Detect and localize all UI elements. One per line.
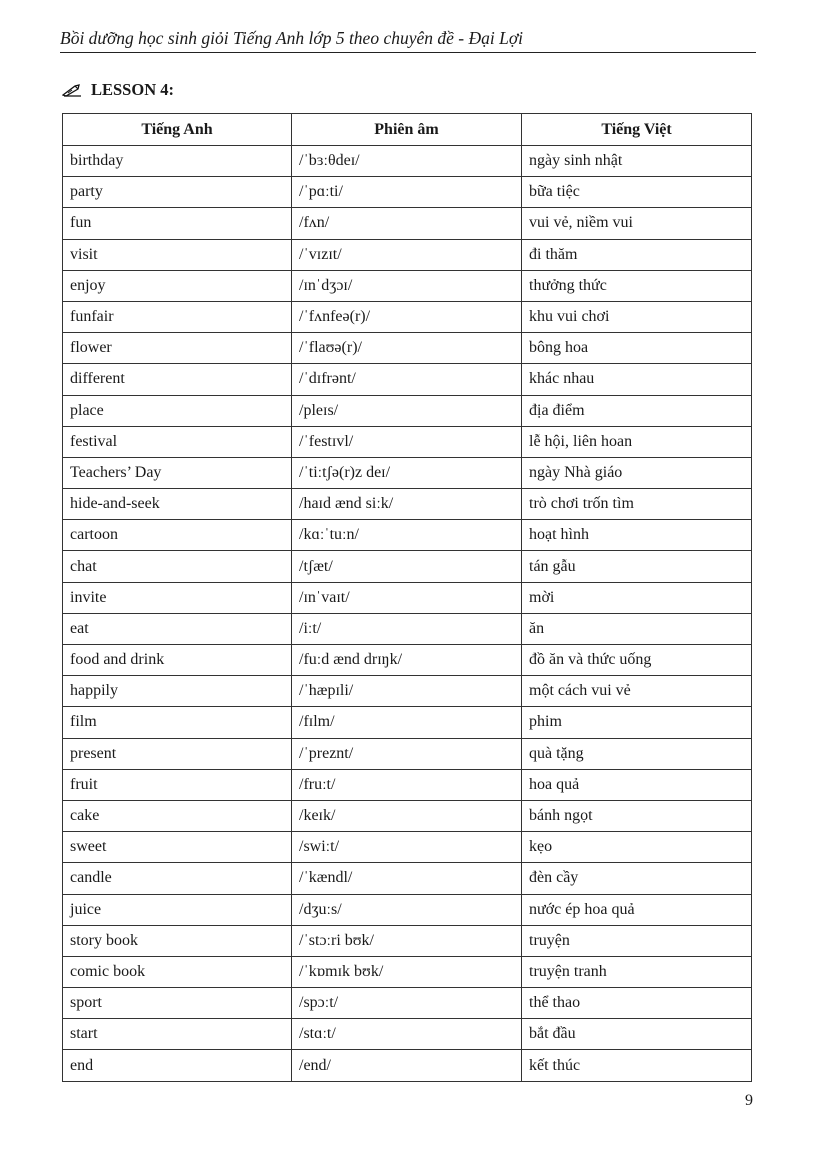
vietnamese-meaning: vui vẻ, niềm vui (522, 208, 752, 239)
english-word: food and drink (63, 645, 292, 676)
phonetic: /ˈhæpɪli/ (292, 676, 522, 707)
table-row (63, 1050, 752, 1081)
phonetic: /ɪnˈdʒɔɪ/ (292, 270, 522, 301)
table-row (63, 582, 752, 613)
vietnamese-meaning: kẹo (522, 832, 752, 863)
running-header: Bồi dưỡng học sinh giỏi Tiếng Anh lớp 5 theo chuyên đề - Đại Lợi (60, 28, 524, 48)
table-row (63, 520, 752, 551)
english-word: cartoon (63, 520, 292, 551)
table-row (63, 769, 752, 800)
phonetic: /swiːt/ (292, 832, 522, 863)
phonetic: /end/ (292, 1050, 522, 1081)
column-header-phonetic: Phiên âm (292, 114, 522, 146)
english-word: eat (63, 613, 292, 644)
vietnamese-meaning: tán gẫu (522, 551, 752, 582)
phonetic: /ˈflaʊə(r)/ (292, 333, 522, 364)
phonetic: /ˈvɪzɪt/ (292, 239, 522, 270)
phonetic: /spɔːt/ (292, 988, 522, 1019)
vietnamese-meaning: một cách vui vẻ (522, 676, 752, 707)
table-row (63, 551, 752, 582)
phonetic: /dʒuːs/ (292, 894, 522, 925)
table-row (63, 364, 752, 395)
vietnamese-meaning: đồ ăn và thức uống (522, 645, 752, 676)
english-word: happily (63, 676, 292, 707)
table-row (63, 146, 752, 177)
english-word: present (63, 738, 292, 769)
vietnamese-meaning: nước ép hoa quả (522, 894, 752, 925)
english-word: Teachers’ Day (63, 457, 292, 488)
phonetic: /ˈtiːtʃə(r)z deɪ/ (292, 457, 522, 488)
phonetic: /keɪk/ (292, 800, 522, 831)
vietnamese-meaning: địa điểm (522, 395, 752, 426)
vietnamese-meaning: quà tặng (522, 738, 752, 769)
phonetic: /iːt/ (292, 613, 522, 644)
vietnamese-meaning: trò chơi trốn tìm (522, 489, 752, 520)
table-row (63, 894, 752, 925)
english-word: start (63, 1019, 292, 1050)
phonetic: /ˈkændl/ (292, 863, 522, 894)
page-number: 9 (745, 1092, 753, 1109)
table-row (63, 270, 752, 301)
phonetic: /ˈfestɪvl/ (292, 426, 522, 457)
table-row (63, 738, 752, 769)
vietnamese-meaning: bắt đầu (522, 1019, 752, 1050)
table-row (63, 925, 752, 956)
phonetic: /fuːd ænd drɪŋk/ (292, 645, 522, 676)
phonetic: /fruːt/ (292, 769, 522, 800)
english-word: film (63, 707, 292, 738)
english-word: place (63, 395, 292, 426)
column-header-vietnamese: Tiếng Việt (522, 114, 752, 146)
table-row (63, 426, 752, 457)
english-word: birthday (63, 146, 292, 177)
phonetic: /ɪnˈvaɪt/ (292, 582, 522, 613)
phonetic: /fʌn/ (292, 208, 522, 239)
vietnamese-meaning: khu vui chơi (522, 301, 752, 332)
english-word: flower (63, 333, 292, 364)
vietnamese-meaning: ngày Nhà giáo (522, 457, 752, 488)
table-row (63, 239, 752, 270)
phonetic: /ˈbɜːθdeɪ/ (292, 146, 522, 177)
english-word: fun (63, 208, 292, 239)
english-word: party (63, 177, 292, 208)
vietnamese-meaning: khác nhau (522, 364, 752, 395)
phonetic: /stɑːt/ (292, 1019, 522, 1050)
english-word: sweet (63, 832, 292, 863)
table-row (63, 177, 752, 208)
english-word: cake (63, 800, 292, 831)
vietnamese-meaning: kết thúc (522, 1050, 752, 1081)
vocabulary-table (62, 113, 752, 1082)
english-word: sport (63, 988, 292, 1019)
writing-hand-icon (62, 83, 82, 97)
phonetic: /kɑːˈtuːn/ (292, 520, 522, 551)
table-row (63, 956, 752, 987)
table-header-row (63, 114, 752, 146)
english-word: comic book (63, 956, 292, 987)
vietnamese-meaning: lễ hội, liên hoan (522, 426, 752, 457)
english-word: different (63, 364, 292, 395)
lesson-title: LESSON 4: (91, 80, 174, 99)
phonetic: /ˈfʌnfeə(r)/ (292, 301, 522, 332)
column-header-english: Tiếng Anh (63, 114, 292, 146)
vietnamese-meaning: hoa quả (522, 769, 752, 800)
vietnamese-meaning: hoạt hình (522, 520, 752, 551)
phonetic: /tʃæt/ (292, 551, 522, 582)
vietnamese-meaning: ngày sinh nhật (522, 146, 752, 177)
vietnamese-meaning: truyện (522, 925, 752, 956)
table-row (63, 988, 752, 1019)
table-row (63, 832, 752, 863)
english-word: visit (63, 239, 292, 270)
english-word: hide-and-seek (63, 489, 292, 520)
table-row (63, 800, 752, 831)
table-row (63, 863, 752, 894)
english-word: end (63, 1050, 292, 1081)
table-row (63, 645, 752, 676)
english-word: funfair (63, 301, 292, 332)
lesson-heading (62, 80, 174, 100)
table-row (63, 301, 752, 332)
english-word: invite (63, 582, 292, 613)
header-divider (60, 52, 756, 53)
vietnamese-meaning: đèn cầy (522, 863, 752, 894)
phonetic: /fɪlm/ (292, 707, 522, 738)
vietnamese-meaning: ăn (522, 613, 752, 644)
table-row (63, 489, 752, 520)
vietnamese-meaning: đi thăm (522, 239, 752, 270)
table-row (63, 333, 752, 364)
vietnamese-meaning: truyện tranh (522, 956, 752, 987)
english-word: festival (63, 426, 292, 457)
vietnamese-meaning: bữa tiệc (522, 177, 752, 208)
phonetic: /ˈpɑːti/ (292, 177, 522, 208)
phonetic: /ˈdɪfrənt/ (292, 364, 522, 395)
table-row (63, 395, 752, 426)
table-row (63, 1019, 752, 1050)
table-row (63, 707, 752, 738)
vietnamese-meaning: thưởng thức (522, 270, 752, 301)
vietnamese-meaning: phim (522, 707, 752, 738)
english-word: fruit (63, 769, 292, 800)
phonetic: /haɪd ænd siːk/ (292, 489, 522, 520)
english-word: candle (63, 863, 292, 894)
english-word: story book (63, 925, 292, 956)
english-word: enjoy (63, 270, 292, 301)
table-row (63, 208, 752, 239)
vietnamese-meaning: mời (522, 582, 752, 613)
phonetic: /ˈstɔːri bʊk/ (292, 925, 522, 956)
table-row (63, 457, 752, 488)
english-word: juice (63, 894, 292, 925)
vietnamese-meaning: bông hoa (522, 333, 752, 364)
table-row (63, 613, 752, 644)
vietnamese-meaning: thể thao (522, 988, 752, 1019)
english-word: chat (63, 551, 292, 582)
table-row (63, 676, 752, 707)
phonetic: /ˈpreznt/ (292, 738, 522, 769)
phonetic: /ˈkɒmɪk bʊk/ (292, 956, 522, 987)
phonetic: /pleɪs/ (292, 395, 522, 426)
vietnamese-meaning: bánh ngọt (522, 800, 752, 831)
